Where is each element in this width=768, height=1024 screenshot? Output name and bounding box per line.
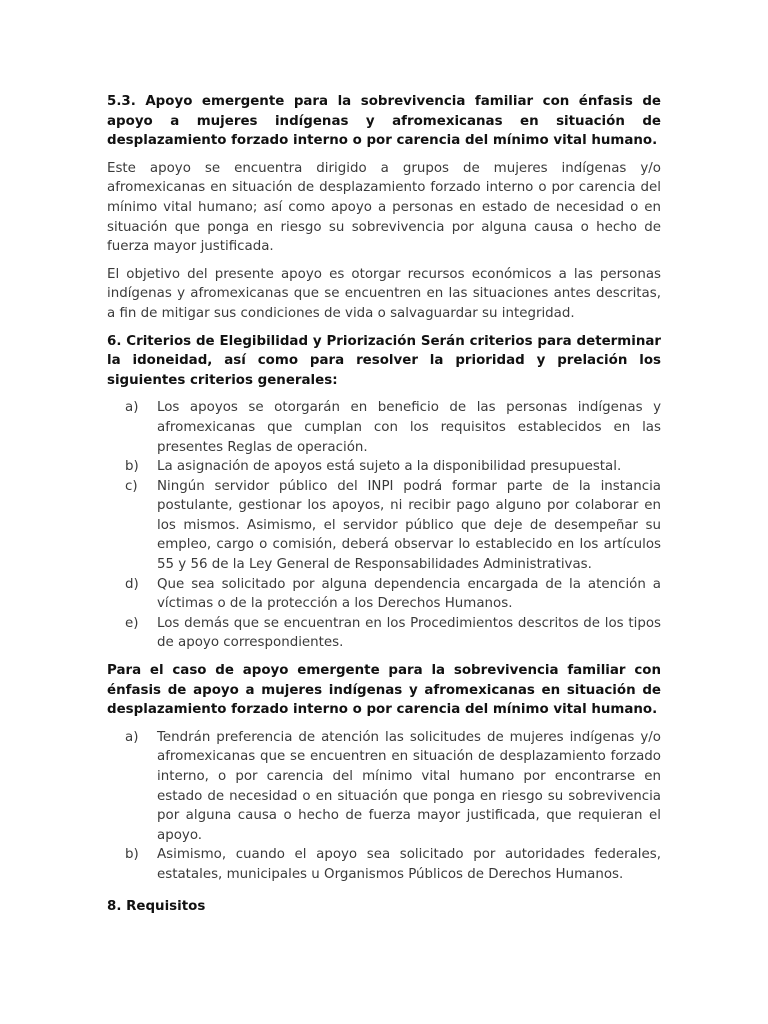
section-5-3-paragraph-1: Este apoyo se encuentra dirigido a grupos de mujeres indígenas y/o afromexicanas en situación de desplazamiento forzado interno o por carencia del mínimo vital humano; así como apoyo a personas en estado de necesidad o en situación que ponga en riesgo su sobrevivencia por alguna causa o hecho de fuerza mayor justificada.: [107, 160, 661, 255]
priority-list: [107, 728, 661, 885]
list-marker: e): [125, 615, 139, 631]
list-item-text: Asimismo, cuando el apoyo sea solicitado por autoridades federales, estatales, municipales u Organismos Públicos de Derechos Humanos.: [157, 847, 661, 882]
list-item: [107, 845, 661, 884]
list-item: [107, 477, 661, 575]
list-item: [107, 614, 661, 653]
list-marker: b): [125, 847, 139, 863]
list-item-text: Los apoyos se otorgarán en beneficio de las personas indígenas y afromexicanas que cumplan con los requisitos establecidos en las presentes Reglas de operación.: [157, 400, 661, 455]
list-marker: d): [125, 576, 139, 592]
list-marker: a): [125, 729, 139, 745]
list-item-text: Tendrán preferencia de atención las solicitudes de mujeres indígenas y/o afromexicanas que se encuentren en situación de desplazamiento forzado interno, o por carencia del mínimo vital humano por encontrarse en estado de necesidad o en situación que ponga en riesgo su sobrevivencia por alguna causa o hecho de fuerza mayor justificada, que requieran el apoyo.: [157, 729, 661, 843]
list-item-text: Los demás que se encuentran en los Procedimientos descritos de los tipos de apoyo correspondientes.: [157, 615, 661, 651]
list-item: [107, 457, 661, 477]
criteria-list: [107, 398, 661, 653]
section-6-heading: 6. Criterios de Elegibilidad y Priorización Serán criterios para determinar la idoneidad, así como para resolver la prioridad y prelación los siguientes criterios generales:: [107, 333, 661, 388]
caso-heading: Para el caso de apoyo emergente para la sobrevivencia familiar con énfasis de apoyo a mujeres indígenas y afromexicanas en situación de desplazamiento forzado interno o por carencia del mínimo vital humano.: [107, 663, 661, 718]
section-5-3-heading: 5.3. Apoyo emergente para la sobrevivencia familiar con énfasis de apoyo a mujeres indígenas y afromexicanas en situación de desplazamiento forzado interno o por carencia del mínimo vital humano.: [107, 94, 661, 149]
list-item-text: La asignación de apoyos está sujeto a la disponibilidad presupuestal.: [157, 459, 622, 475]
section-5-3-paragraph-2: El objetivo del presente apoyo es otorgar recursos económicos a las personas indígenas y afromexicanas que se encuentren en las situaciones antes descritas, a fin de mitigar sus condiciones de vida o salvaguardar su integridad.: [107, 266, 661, 321]
list-marker: b): [125, 459, 139, 475]
list-item: [107, 728, 661, 846]
list-item: [107, 575, 661, 614]
list-item: [107, 398, 661, 457]
list-marker: c): [125, 478, 138, 494]
list-item-text: Que sea solicitado por alguna dependencia encargada de la atención a víctimas o de la protección a los Derechos Humanos.: [157, 576, 661, 612]
section-8-heading: 8. Requisitos: [107, 898, 206, 914]
list-marker: a): [125, 400, 139, 416]
list-item-text: Ningún servidor público del INPI podrá formar parte de la instancia postulante, gestionar los apoyos, ni recibir pago alguno por colaborar en los mismos. Asimismo, el servidor público que deje de desempeñar su empleo, cargo o comisión, deberá observar lo establecido en los artículos 55 y 56 de la Ley General de Responsabilidades Administrativas.: [157, 478, 661, 573]
